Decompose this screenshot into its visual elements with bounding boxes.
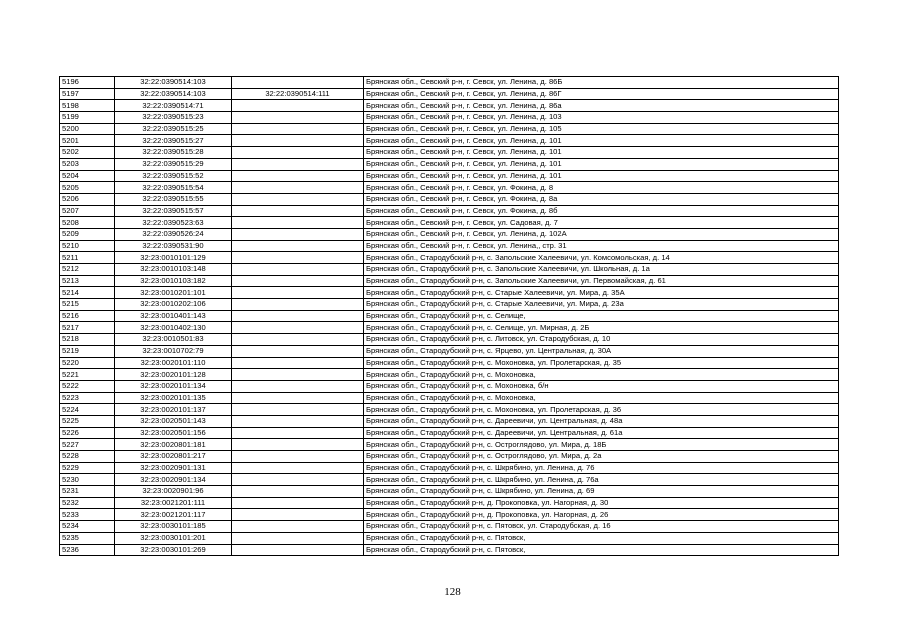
table-row — [60, 205, 839, 217]
table-row — [60, 240, 839, 252]
row-number: 5207 — [60, 205, 115, 217]
address: Брянская обл., Стародубский р-н, с. Старые Халеевичи, ул. Мира, д. 35А — [364, 287, 839, 299]
row-number: 5223 — [60, 392, 115, 404]
cadastral-number: 32:23:0010101:129 — [115, 252, 232, 264]
table-row — [60, 532, 839, 544]
row-number: 5213 — [60, 275, 115, 287]
cadastral-number: 32:23:0020901:131 — [115, 462, 232, 474]
address: Брянская обл., Стародубский р-н, с. Запольские Халеевичи, ул. Комсомольская, д. 14 — [364, 252, 839, 264]
cadastral-number: 32:23:0020901:96 — [115, 486, 232, 498]
address: Брянская обл., Стародубский р-н, с. Остроглядово, ул. Мира, д. 18Б — [364, 439, 839, 451]
cadastral-number: 32:23:0030101:269 — [115, 544, 232, 556]
row-number: 5216 — [60, 310, 115, 322]
table-row — [60, 451, 839, 463]
cadastral-number: 32:23:0021201:117 — [115, 509, 232, 521]
previous-cadastral-number — [232, 77, 364, 89]
previous-cadastral-number — [232, 287, 364, 299]
row-number: 5230 — [60, 474, 115, 486]
address: Брянская обл., Севский р-н, г. Севск, ул. Фокина, д. 8б — [364, 205, 839, 217]
row-number: 5231 — [60, 486, 115, 498]
address: Брянская обл., Севский р-н, г. Севск, ул. Ленина, д. 102А — [364, 228, 839, 240]
previous-cadastral-number — [232, 182, 364, 194]
address: Брянская обл., Стародубский р-н, с. Мохоновка, б/н — [364, 380, 839, 392]
table-row — [60, 392, 839, 404]
table-row — [60, 170, 839, 182]
previous-cadastral-number — [232, 392, 364, 404]
previous-cadastral-number — [232, 252, 364, 264]
row-number: 5219 — [60, 345, 115, 357]
table-row — [60, 497, 839, 509]
table-row — [60, 345, 839, 357]
row-number: 5199 — [60, 112, 115, 124]
cadastral-number: 32:23:0010202:106 — [115, 299, 232, 311]
row-number: 5212 — [60, 264, 115, 276]
address: Брянская обл., Севский р-н, г. Севск, ул. Ленина, д. 86Б — [364, 77, 839, 89]
address: Брянская обл., Стародубский р-н, с. Старые Халеевичи, ул. Мира, д. 23а — [364, 299, 839, 311]
row-number: 5226 — [60, 427, 115, 439]
cadastral-number: 32:23:0020101:134 — [115, 380, 232, 392]
previous-cadastral-number — [232, 158, 364, 170]
address: Брянская обл., Стародубский р-н, с. Селище, ул. Мирная, д. 2Б — [364, 322, 839, 334]
previous-cadastral-number — [232, 474, 364, 486]
table-row — [60, 193, 839, 205]
row-number: 5217 — [60, 322, 115, 334]
address: Брянская обл., Севский р-н, г. Севск, ул. Ленина, д. 86Г — [364, 88, 839, 100]
cadastral-number: 32:23:0010401:143 — [115, 310, 232, 322]
address: Брянская обл., Севский р-н, г. Севск, ул. Ленина, д. 101 — [364, 147, 839, 159]
address: Брянская обл., Стародубский р-н, с. Пятовск, — [364, 532, 839, 544]
previous-cadastral-number — [232, 486, 364, 498]
cadastral-number: 32:23:0021201:111 — [115, 497, 232, 509]
row-number: 5222 — [60, 380, 115, 392]
address: Брянская обл., Севский р-н, г. Севск, ул. Ленина,, стр. 31 — [364, 240, 839, 252]
table-row — [60, 357, 839, 369]
cadastral-number: 32:23:0010501:83 — [115, 334, 232, 346]
previous-cadastral-number — [232, 112, 364, 124]
previous-cadastral-number — [232, 170, 364, 182]
row-number: 5202 — [60, 147, 115, 159]
cadastral-number: 32:23:0020101:128 — [115, 369, 232, 381]
address: Брянская обл., Стародубский р-н, с. Дареевичи, ул. Центральная, д. 61а — [364, 427, 839, 439]
cadastral-number: 32:22:0390514:103 — [115, 77, 232, 89]
table-row — [60, 100, 839, 112]
cadastral-number: 32:22:0390515:27 — [115, 135, 232, 147]
table-row — [60, 147, 839, 159]
address: Брянская обл., Севский р-н, г. Севск, ул. Ленина, д. 103 — [364, 112, 839, 124]
previous-cadastral-number — [232, 497, 364, 509]
table-row — [60, 427, 839, 439]
row-number: 5196 — [60, 77, 115, 89]
table-row — [60, 322, 839, 334]
row-number: 5224 — [60, 404, 115, 416]
previous-cadastral-number — [232, 275, 364, 287]
address: Брянская обл., Стародубский р-н, д. Прокоповка, ул. Нагорная, д. 26 — [364, 509, 839, 521]
cadastral-number: 32:22:0390531:90 — [115, 240, 232, 252]
row-number: 5210 — [60, 240, 115, 252]
cadastral-number: 32:22:0390515:54 — [115, 182, 232, 194]
previous-cadastral-number — [232, 345, 364, 357]
address: Брянская обл., Стародубский р-н, с. Пятовск, ул. Стародубская, д. 16 — [364, 521, 839, 533]
previous-cadastral-number — [232, 299, 364, 311]
previous-cadastral-number — [232, 427, 364, 439]
row-number: 5211 — [60, 252, 115, 264]
table-row — [60, 77, 839, 89]
address: Брянская обл., Севский р-н, г. Севск, ул. Садовая, д. 7 — [364, 217, 839, 229]
previous-cadastral-number — [232, 369, 364, 381]
cadastral-number: 32:22:0390515:57 — [115, 205, 232, 217]
address: Брянская обл., Стародубский р-н, с. Мохоновка, ул. Пролетарская, д. 35 — [364, 357, 839, 369]
address: Брянская обл., Стародубский р-н, с. Шкрябино, ул. Ленина, д. 69 — [364, 486, 839, 498]
table-row — [60, 404, 839, 416]
previous-cadastral-number — [232, 462, 364, 474]
address: Брянская обл., Стародубский р-н, с. Мохоновка, ул. Пролетарская, д. 36 — [364, 404, 839, 416]
address: Брянская обл., Севский р-н, г. Севск, ул. Фокина, д. 8 — [364, 182, 839, 194]
cadastral-number: 32:22:0390523:63 — [115, 217, 232, 229]
row-number: 5204 — [60, 170, 115, 182]
address: Брянская обл., Севский р-н, г. Севск, ул. Ленина, д. 105 — [364, 123, 839, 135]
previous-cadastral-number — [232, 439, 364, 451]
previous-cadastral-number — [232, 310, 364, 322]
previous-cadastral-number: 32:22:0390514:111 — [232, 88, 364, 100]
address: Брянская обл., Стародубский р-н, с. Запольские Халеевичи, ул. Школьная, д. 1а — [364, 264, 839, 276]
cadastral-number: 32:22:0390515:29 — [115, 158, 232, 170]
table-row — [60, 486, 839, 498]
table-row — [60, 369, 839, 381]
cadastral-number: 32:23:0010201:101 — [115, 287, 232, 299]
address: Брянская обл., Стародубский р-н, с. Пятовск, — [364, 544, 839, 556]
row-number: 5205 — [60, 182, 115, 194]
address: Брянская обл., Стародубский р-н, с. Дареевичи, ул. Центральная, д. 48а — [364, 415, 839, 427]
table-row — [60, 334, 839, 346]
previous-cadastral-number — [232, 521, 364, 533]
table-body — [60, 77, 839, 556]
address: Брянская обл., Стародубский р-н, с. Шкрябино, ул. Ленина, д. 76 — [364, 462, 839, 474]
table-row — [60, 182, 839, 194]
table-row — [60, 217, 839, 229]
address: Брянская обл., Стародубский р-н, с. Остроглядово, ул. Мира, д. 2а — [364, 451, 839, 463]
table-row — [60, 88, 839, 100]
previous-cadastral-number — [232, 451, 364, 463]
cadastral-number: 32:23:0010103:182 — [115, 275, 232, 287]
table-row — [60, 439, 839, 451]
table-row — [60, 287, 839, 299]
previous-cadastral-number — [232, 147, 364, 159]
previous-cadastral-number — [232, 217, 364, 229]
cadastral-number: 32:23:0020801:181 — [115, 439, 232, 451]
row-number: 5203 — [60, 158, 115, 170]
row-number: 5214 — [60, 287, 115, 299]
previous-cadastral-number — [232, 228, 364, 240]
previous-cadastral-number — [232, 404, 364, 416]
cadastral-number: 32:22:0390514:103 — [115, 88, 232, 100]
previous-cadastral-number — [232, 532, 364, 544]
cadastral-number: 32:23:0020101:110 — [115, 357, 232, 369]
table-row — [60, 474, 839, 486]
address: Брянская обл., Стародубский р-н, с. Ярцево, ул. Центральная, д. 30А — [364, 345, 839, 357]
row-number: 5236 — [60, 544, 115, 556]
previous-cadastral-number — [232, 123, 364, 135]
address: Брянская обл., Севский р-н, г. Севск, ул. Ленина, д. 101 — [364, 158, 839, 170]
address: Брянская обл., Стародубский р-н, с. Мохоновка, — [364, 369, 839, 381]
table-row — [60, 462, 839, 474]
row-number: 5234 — [60, 521, 115, 533]
table-row — [60, 509, 839, 521]
address: Брянская обл., Стародубский р-н, с. Шкрябино, ул. Ленина, д. 76а — [364, 474, 839, 486]
cadastral-number: 32:22:0390515:25 — [115, 123, 232, 135]
row-number: 5200 — [60, 123, 115, 135]
address: Брянская обл., Стародубский р-н, д. Прокоповка, ул. Нагорная, д. 30 — [364, 497, 839, 509]
previous-cadastral-number — [232, 509, 364, 521]
cadastral-number: 32:23:0020501:143 — [115, 415, 232, 427]
address: Брянская обл., Стародубский р-н, с. Селище, — [364, 310, 839, 322]
table-row — [60, 275, 839, 287]
row-number: 5197 — [60, 88, 115, 100]
previous-cadastral-number — [232, 380, 364, 392]
previous-cadastral-number — [232, 544, 364, 556]
property-registry-table — [59, 76, 839, 556]
row-number: 5221 — [60, 369, 115, 381]
row-number: 5232 — [60, 497, 115, 509]
cadastral-number: 32:22:0390514:71 — [115, 100, 232, 112]
address: Брянская обл., Стародубский р-н, с. Литовск, ул. Стародубская, д. 10 — [364, 334, 839, 346]
cadastral-number: 32:22:0390515:23 — [115, 112, 232, 124]
previous-cadastral-number — [232, 415, 364, 427]
row-number: 5218 — [60, 334, 115, 346]
cadastral-number: 32:22:0390515:55 — [115, 193, 232, 205]
address: Брянская обл., Севский р-н, г. Севск, ул. Ленина, д. 86а — [364, 100, 839, 112]
table-row — [60, 544, 839, 556]
row-number: 5235 — [60, 532, 115, 544]
cadastral-number: 32:23:0010702:79 — [115, 345, 232, 357]
row-number: 5206 — [60, 193, 115, 205]
cadastral-number: 32:23:0020101:135 — [115, 392, 232, 404]
row-number: 5215 — [60, 299, 115, 311]
cadastral-number: 32:23:0030101:185 — [115, 521, 232, 533]
previous-cadastral-number — [232, 135, 364, 147]
row-number: 5220 — [60, 357, 115, 369]
table-row — [60, 299, 839, 311]
previous-cadastral-number — [232, 240, 364, 252]
row-number: 5227 — [60, 439, 115, 451]
table-row — [60, 521, 839, 533]
cadastral-number: 32:23:0020801:217 — [115, 451, 232, 463]
row-number: 5201 — [60, 135, 115, 147]
cadastral-number: 32:22:0390515:28 — [115, 147, 232, 159]
cadastral-number: 32:23:0020901:134 — [115, 474, 232, 486]
row-number: 5198 — [60, 100, 115, 112]
table-row — [60, 380, 839, 392]
row-number: 5233 — [60, 509, 115, 521]
table-row — [60, 112, 839, 124]
row-number: 5225 — [60, 415, 115, 427]
cadastral-number: 32:23:0020501:156 — [115, 427, 232, 439]
address: Брянская обл., Севский р-н, г. Севск, ул. Ленина, д. 101 — [364, 170, 839, 182]
previous-cadastral-number — [232, 264, 364, 276]
cadastral-number: 32:22:0390526:24 — [115, 228, 232, 240]
address: Брянская обл., Стародубский р-н, с. Мохоновка, — [364, 392, 839, 404]
row-number: 5229 — [60, 462, 115, 474]
previous-cadastral-number — [232, 322, 364, 334]
table-row — [60, 158, 839, 170]
previous-cadastral-number — [232, 193, 364, 205]
cadastral-number: 32:22:0390515:52 — [115, 170, 232, 182]
cadastral-number: 32:23:0010103:148 — [115, 264, 232, 276]
previous-cadastral-number — [232, 357, 364, 369]
row-number: 5209 — [60, 228, 115, 240]
table-row — [60, 310, 839, 322]
row-number: 5228 — [60, 451, 115, 463]
table-row — [60, 415, 839, 427]
table-row — [60, 135, 839, 147]
cadastral-number: 32:23:0010402:130 — [115, 322, 232, 334]
previous-cadastral-number — [232, 334, 364, 346]
address: Брянская обл., Севский р-н, г. Севск, ул. Фокина, д. 8а — [364, 193, 839, 205]
table-row — [60, 123, 839, 135]
cadastral-number: 32:23:0030101:201 — [115, 532, 232, 544]
address: Брянская обл., Севский р-н, г. Севск, ул. Ленина, д. 101 — [364, 135, 839, 147]
table-row — [60, 252, 839, 264]
page-number: 128 — [444, 586, 461, 598]
previous-cadastral-number — [232, 205, 364, 217]
table-row — [60, 264, 839, 276]
row-number: 5208 — [60, 217, 115, 229]
address: Брянская обл., Стародубский р-н, с. Запольские Халеевичи, ул. Первомайская, д. 61 — [364, 275, 839, 287]
cadastral-number: 32:23:0020101:137 — [115, 404, 232, 416]
table-row — [60, 228, 839, 240]
previous-cadastral-number — [232, 100, 364, 112]
